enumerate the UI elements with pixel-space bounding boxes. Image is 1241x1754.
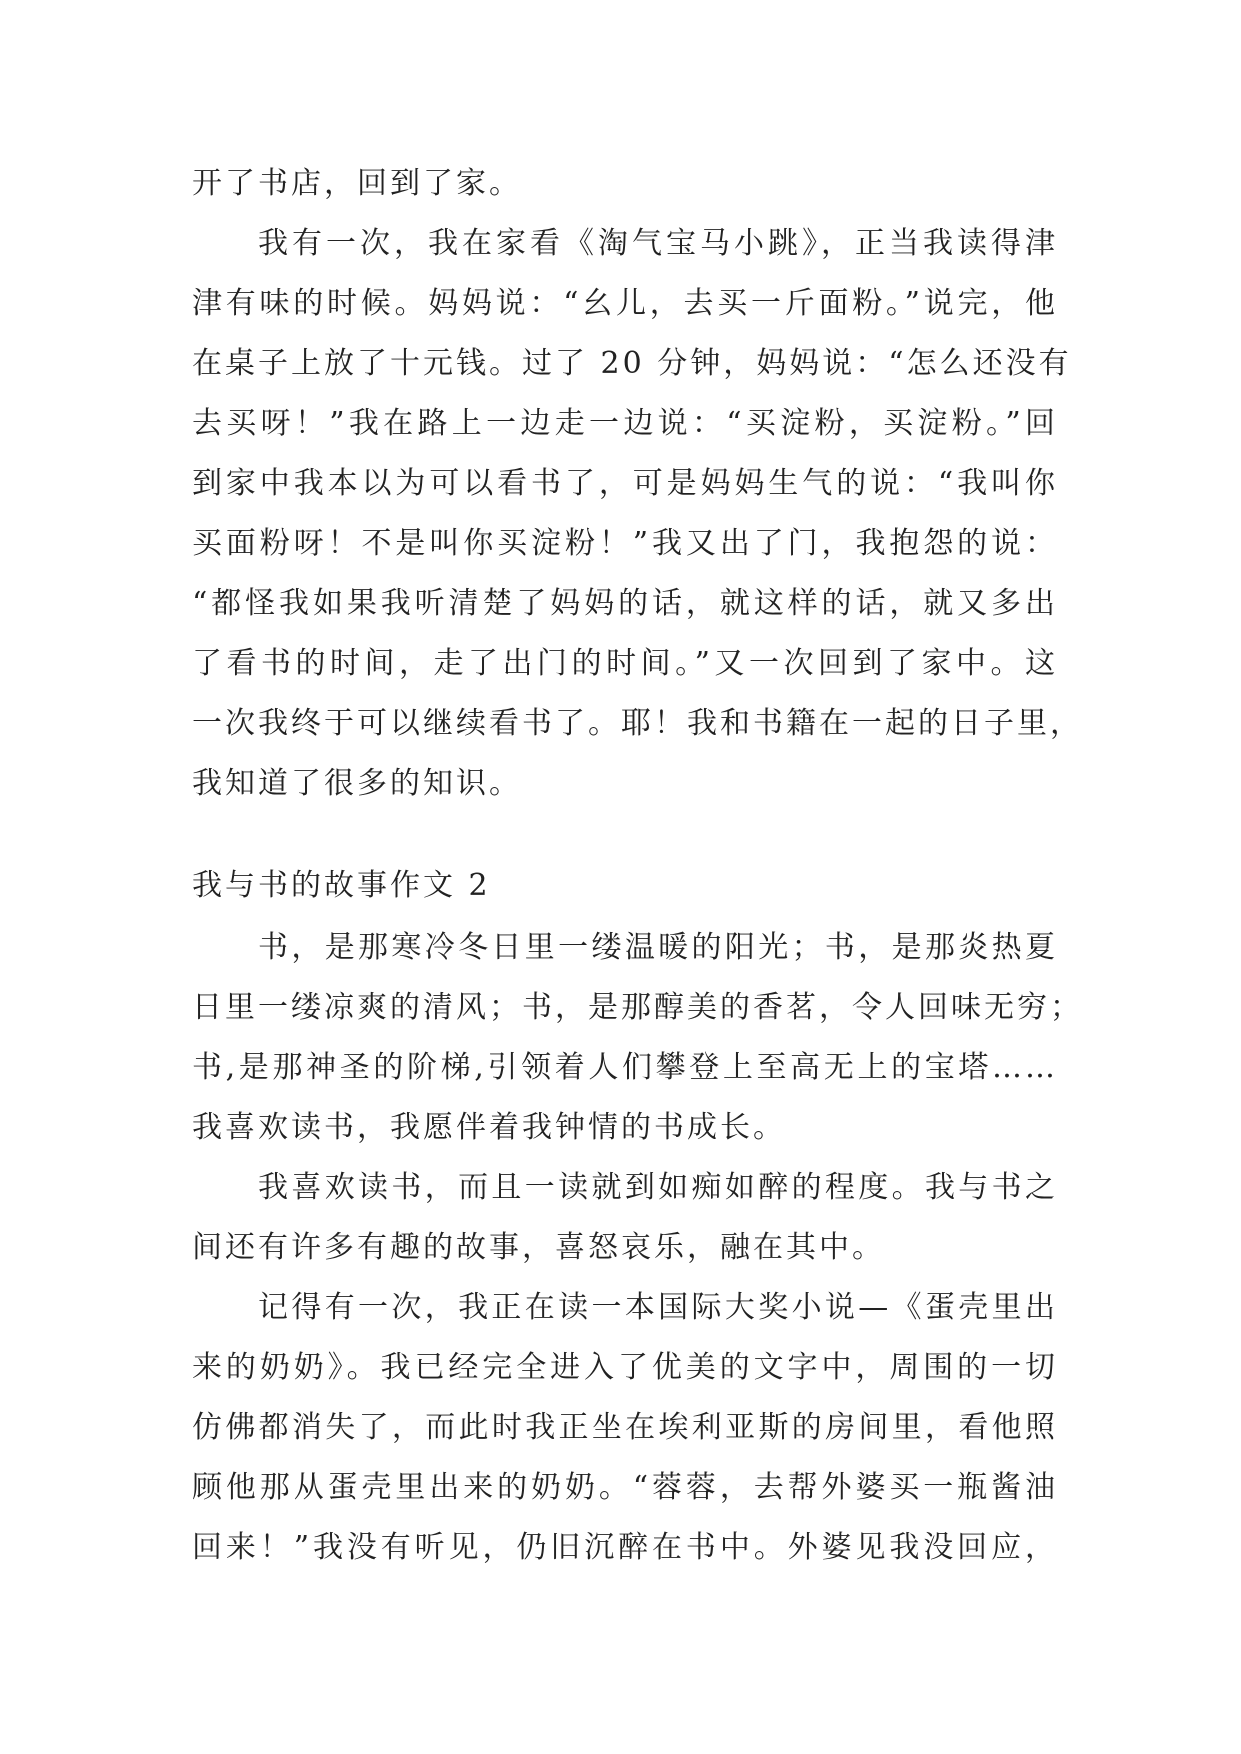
text-line: 仿佛都消失了，而此时我正坐在埃利亚斯的房间里，看他照 bbox=[192, 1410, 1058, 1445]
text-line: 记得有一次，我正在读一本国际大奖小说—《蛋壳里出 bbox=[258, 1290, 1058, 1325]
document-page bbox=[192, 154, 1083, 1578]
paragraph bbox=[192, 1158, 1058, 1278]
paragraph bbox=[192, 1278, 1058, 1578]
text-line: 来的奶奶》。我已经完全进入了优美的文字中，周围的一切 bbox=[192, 1350, 1058, 1385]
text-line: 开了书店，回到了家。 bbox=[192, 166, 522, 201]
text-line: “都怪我如果我听清楚了妈妈的话，就这样的话，就又多出 bbox=[192, 586, 1058, 621]
text-line: 我喜欢读书，而且一读就到如痴如醉的程度。我与书之 bbox=[258, 1170, 1058, 1205]
text-line: 到家中我本以为可以看书了，可是妈妈生气的说：“我叫你 bbox=[192, 466, 1058, 501]
text-line: 去买呀！”我在路上一边走一边说：“买淀粉，买淀粉。”回 bbox=[192, 406, 1058, 441]
text-line: 书,是那神圣的阶梯,引领着人们攀登上至高无上的宝塔…… bbox=[192, 1050, 1058, 1085]
paragraph-end bbox=[192, 154, 1058, 214]
paragraph bbox=[192, 214, 1083, 814]
section-heading: 我与书的故事作文 2 bbox=[192, 868, 491, 903]
text-line: 了看书的时间，走了出门的时间。”又一次回到了家中。这 bbox=[192, 646, 1058, 681]
text-line: 回来！”我没有听见，仍旧沉醉在书中。外婆见我没回应， bbox=[192, 1530, 1058, 1565]
text-line: 在桌子上放了十元钱。过了 20 分钟，妈妈说：“怎么还没有 bbox=[192, 346, 1072, 381]
text-line: 日里一缕凉爽的清风；书，是那醇美的香茗，令人回味无穷； bbox=[192, 990, 1083, 1025]
text-line: 我知道了很多的知识。 bbox=[192, 766, 522, 801]
text-line: 我喜欢读书，我愿伴着我钟情的书成长。 bbox=[192, 1110, 786, 1145]
text-line: 津有味的时候。妈妈说：“幺儿，去买一斤面粉。”说完，他 bbox=[192, 286, 1058, 321]
section-gap bbox=[192, 814, 1058, 854]
text-line: 顾他那从蛋壳里出来的奶奶。“蓉蓉，去帮外婆买一瓶酱油 bbox=[192, 1470, 1058, 1505]
text-line: 一次我终于可以继续看书了。耶！我和书籍在一起的日子里， bbox=[192, 706, 1083, 741]
text-line: 书，是那寒冷冬日里一缕温暖的阳光；书，是那炎热夏 bbox=[258, 930, 1058, 965]
text-line: 买面粉呀！不是叫你买淀粉！”我又出了门，我抱怨的说： bbox=[192, 526, 1058, 561]
text-line: 我有一次，我在家看《淘气宝马小跳》，正当我读得津 bbox=[258, 226, 1058, 261]
paragraph bbox=[192, 918, 1083, 1158]
text-line: 间还有许多有趣的故事，喜怒哀乐，融在其中。 bbox=[192, 1230, 885, 1265]
